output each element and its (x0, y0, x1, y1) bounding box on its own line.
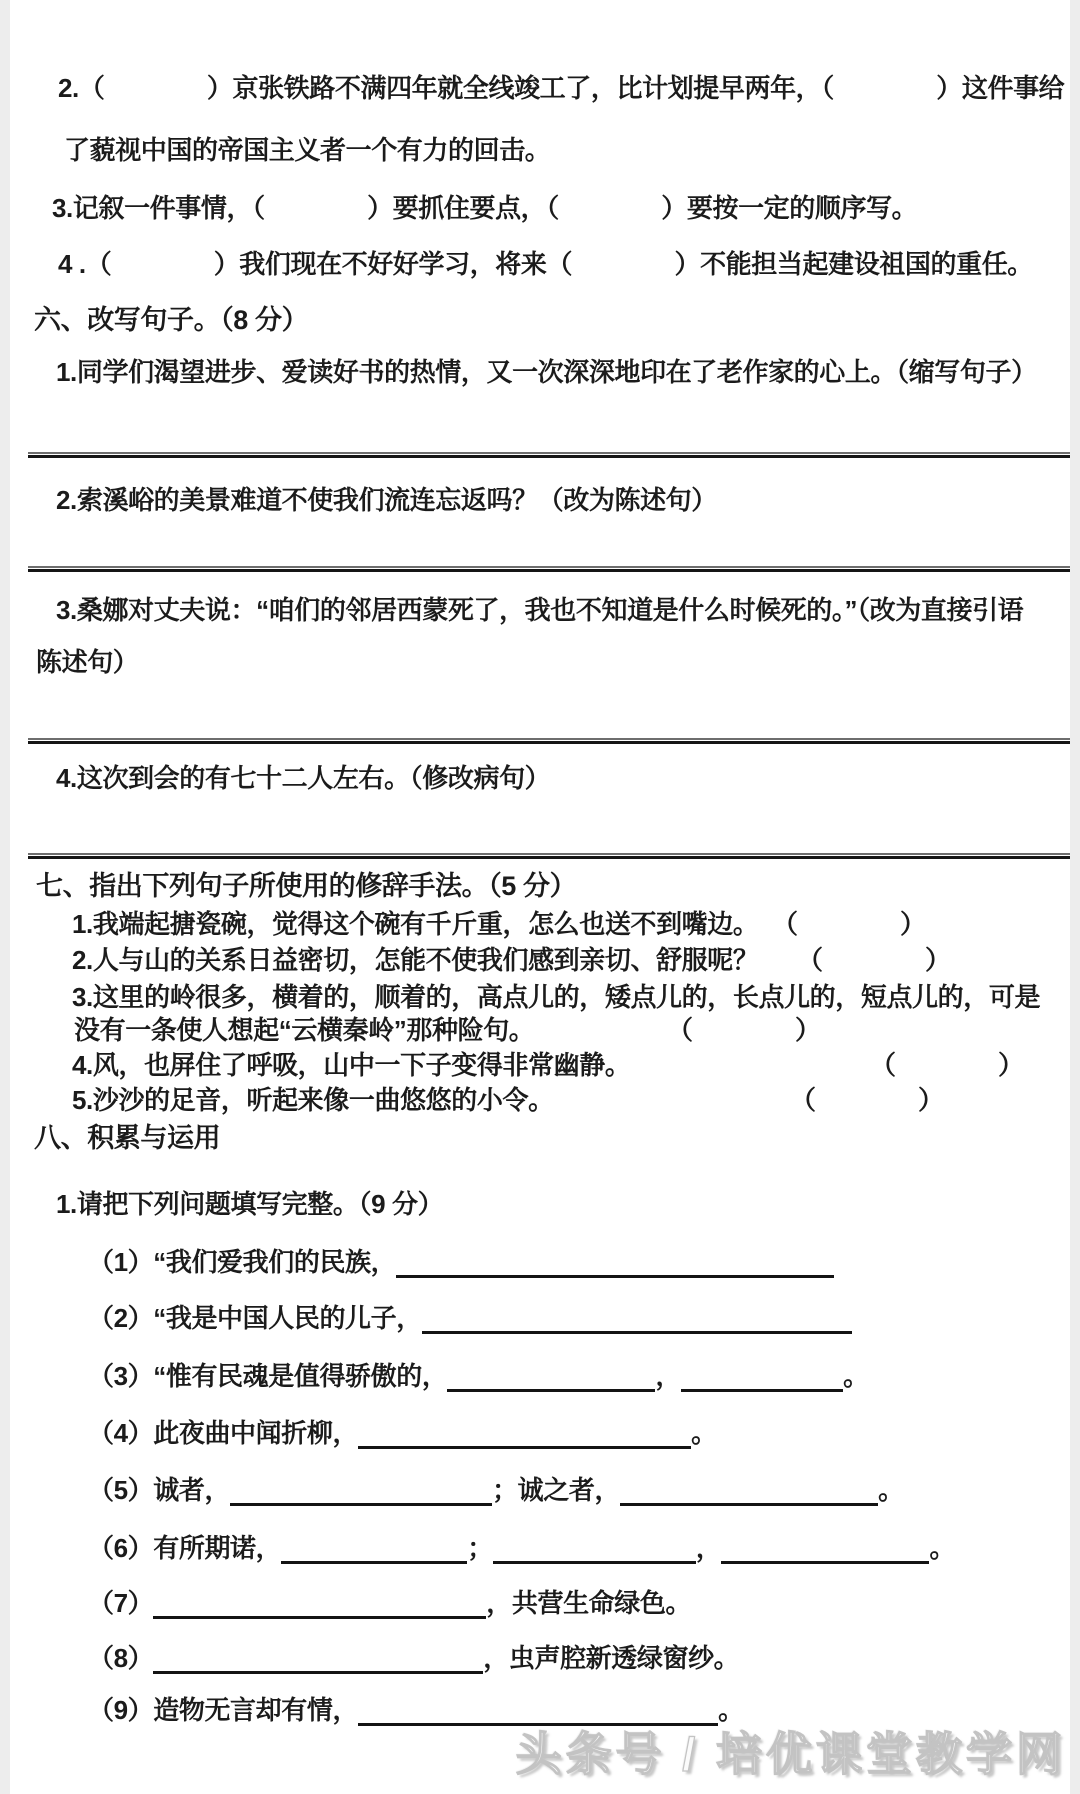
answer-blank (447, 1361, 655, 1392)
section-7-item-3-text: 没有一条使人想起“云横秦岭”那种险句。 (74, 1015, 535, 1045)
fill-item-4-text: （4）此夜曲中闻折柳， (88, 1418, 359, 1448)
answer-rule-1 (28, 452, 1080, 458)
page-edge-right (1070, 0, 1080, 1794)
fill-item-4 (88, 1413, 717, 1453)
fill-item-5 (88, 1470, 904, 1510)
fill-item-3 (88, 1356, 869, 1396)
question-2-line-2: 了藐视中国的帝国主义者一个有力的回击。 (64, 135, 551, 165)
section-8-heading: 八、积累与运用 (34, 1123, 221, 1153)
section-6-item-4: 4.这次到会的有七十二人左右。（修改病句） (56, 763, 551, 793)
fill-item-3-period: 。 (843, 1361, 869, 1391)
fill-item-8-text: ，虫声腔新透绿窗纱。 (483, 1643, 740, 1673)
fill-item-3-text: （3）“惟有民魂是值得骄傲的， (88, 1361, 448, 1391)
answer-paren: （ ） (790, 1085, 944, 1115)
fill-item-1 (88, 1242, 834, 1282)
section-7-heading: 七、指出下列句子所使用的修辞手法。（5 分） (36, 871, 577, 901)
fill-item-6-comma: ， (695, 1533, 722, 1563)
question-3: 3.记叙一件事情，（ ）要抓住要点，（ ）要按一定的顺序写。 (52, 193, 918, 223)
fill-item-6 (88, 1528, 955, 1568)
answer-blank (230, 1475, 492, 1506)
question-2-line-1: 2.（ ）京张铁路不满四年就全线竣工了，比计划提早两年，（ ）这件事给 (58, 73, 1065, 103)
answer-rule-2 (28, 566, 1080, 572)
fill-item-7-label: （7） (88, 1588, 154, 1618)
section-7-item-1-text: 1.我端起搪瓷碗，觉得这个碗有千斤重，怎么也送不到嘴边。 (72, 909, 759, 939)
section-6-item-1: 1.同学们渴望进步、爱读好书的热情，又一次深深地印在了老作家的心上。（缩写句子） (56, 357, 1037, 387)
fill-item-3-comma: ， (655, 1361, 682, 1391)
watermark: 头条号 / 培优课堂教学网 (515, 1728, 1066, 1780)
fill-item-9-text: （9）造物无言却有情， (88, 1695, 359, 1725)
fill-item-8-label: （8） (88, 1643, 154, 1673)
fill-item-4-period: 。 (691, 1418, 717, 1448)
section-7-item-2 (72, 940, 951, 980)
fill-item-6-semicolon: ； (467, 1533, 493, 1563)
page-edge-left (0, 0, 10, 1794)
answer-blank (358, 1418, 691, 1449)
answer-blank (153, 1588, 486, 1619)
answer-blank (681, 1361, 843, 1392)
fill-item-6-text: （6）有所期诺， (88, 1533, 282, 1563)
section-7-item-4 (72, 1045, 1024, 1085)
fill-item-2 (88, 1298, 852, 1338)
answer-paren: （ ） (870, 1050, 1024, 1080)
answer-paren: （ ） (772, 909, 926, 939)
answer-blank (396, 1247, 834, 1278)
fill-item-9-period: 。 (718, 1695, 744, 1725)
section-7-item-5 (72, 1080, 944, 1120)
fill-item-7 (88, 1583, 691, 1623)
fill-item-5-text: （5）诚者， (88, 1475, 231, 1505)
answer-blank (721, 1533, 929, 1564)
section-8-sub-heading: 1.请把下列问题填写完整。（9 分） (56, 1189, 444, 1219)
answer-paren: （ ） (797, 945, 951, 975)
section-6-item-2: 2.索溪峪的美景难道不使我们流连忘返吗？（改为陈述句） (56, 485, 717, 515)
answer-blank (281, 1533, 467, 1564)
answer-blank (620, 1475, 878, 1506)
section-7-item-3-line-1: 3.这里的岭很多，横着的，顺着的，高点儿的，矮点儿的，长点儿的，短点儿的，可是 (72, 982, 1041, 1012)
section-7-item-4-text: 4.风，也屏住了呼吸，山中一下子变得非常幽静。 (72, 1050, 631, 1080)
answer-blank (422, 1303, 852, 1334)
section-6-item-3-line-1: 3.桑娜对丈夫说：“咱们的邻居西蒙死了，我也不知道是什么时候死的。”（改为直接引语 (56, 595, 1024, 625)
fill-item-5-period: 。 (878, 1475, 904, 1505)
section-6-item-3-line-2: 陈述句） (36, 647, 139, 677)
section-7-item-2-text: 2.人与山的关系日益密切，怎能不使我们感到亲切、舒服呢？ (72, 945, 759, 975)
fill-item-6-period: 。 (929, 1533, 956, 1563)
answer-blank (493, 1533, 696, 1564)
section-7-item-1 (72, 904, 926, 944)
section-7-item-5-text: 5.沙沙的足音，听起来像一曲悠悠的小令。 (72, 1085, 554, 1115)
fill-item-8 (88, 1638, 739, 1678)
fill-item-5-mid-text: ；诚之者， (492, 1475, 621, 1505)
answer-paren: （ ） (667, 1015, 821, 1045)
answer-blank (153, 1643, 483, 1674)
section-6-heading: 六、改写句子。（8 分） (34, 305, 309, 335)
answer-rule-4 (28, 853, 1080, 859)
answer-rule-3 (28, 738, 1080, 744)
section-7-item-3-line-2 (74, 1010, 821, 1050)
question-4: 4 .（ ）我们现在不好好学习，将来（ ）不能担当起建设祖国的重任。 (58, 249, 1033, 279)
fill-item-2-text: （2）“我是中国人民的儿子， (88, 1303, 422, 1333)
fill-item-7-text: ，共营生命绿色。 (486, 1588, 692, 1618)
fill-item-1-text: （1）“我们爱我们的民族， (88, 1247, 397, 1277)
